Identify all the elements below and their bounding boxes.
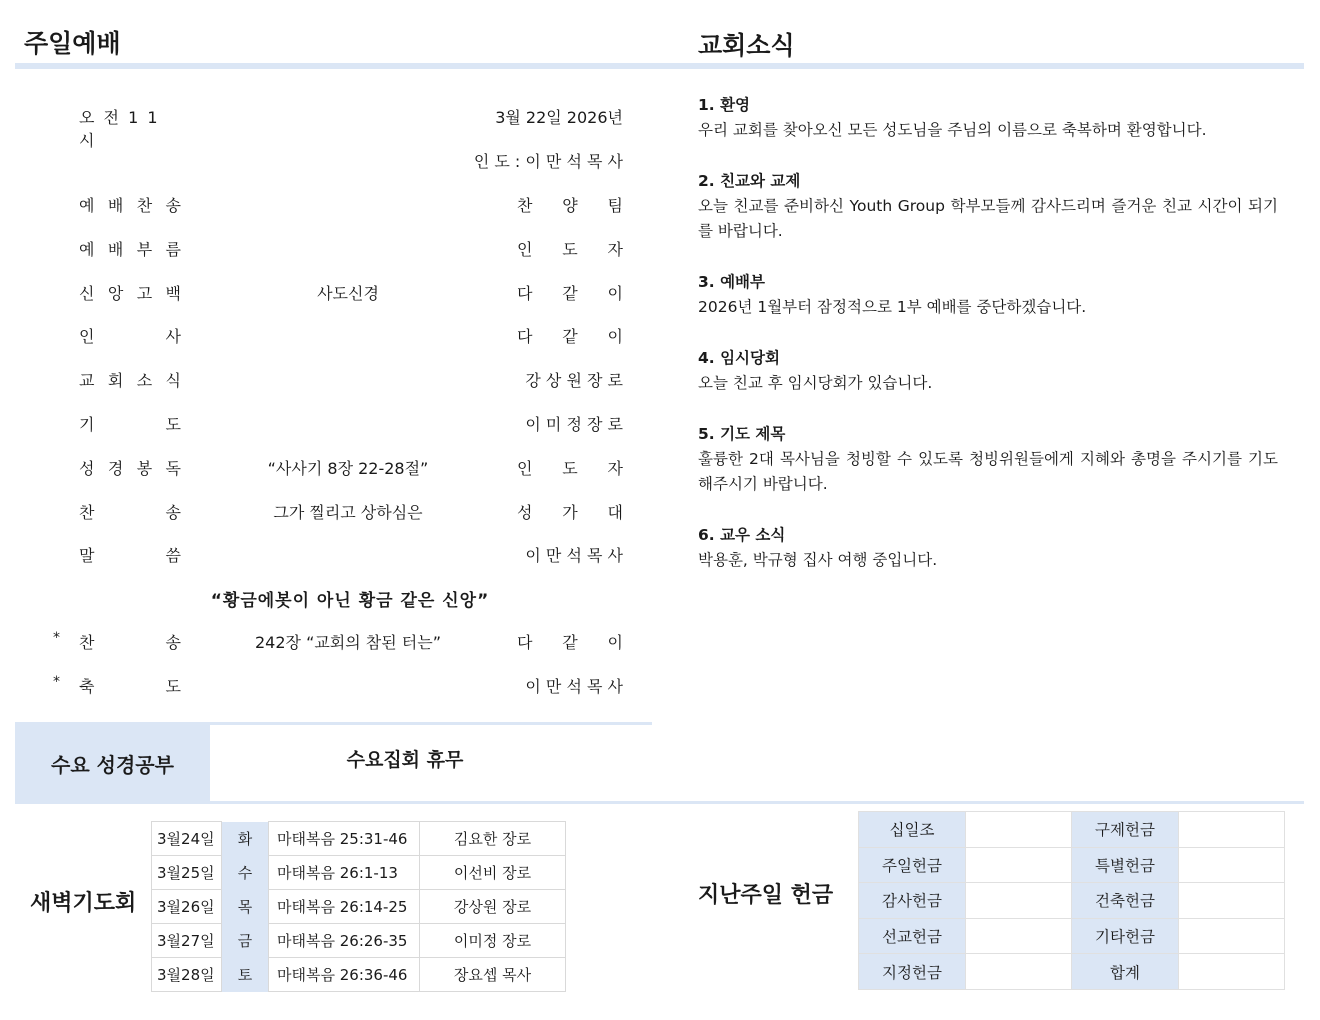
news-item-title: 6. 교우 소식 bbox=[698, 526, 786, 544]
order-label-char: 찬 bbox=[136, 196, 153, 215]
offering-label: 십일조 bbox=[859, 812, 966, 848]
order-label-char: 교 bbox=[79, 371, 95, 391]
order-label-char: 성 bbox=[79, 458, 95, 478]
order-label-char: 백 bbox=[165, 283, 181, 303]
news-item-body: 박용훈, 박규형 집사 여행 중입니다. bbox=[698, 551, 938, 569]
order-label-char: 예 bbox=[79, 196, 95, 215]
order-person bbox=[517, 500, 623, 523]
worship-time-row bbox=[0, 105, 660, 150]
news-item-title: 4. 임시당회 bbox=[698, 349, 780, 367]
worship-date: 3월 22일 2026년 bbox=[495, 108, 623, 127]
order-person-char: 다 bbox=[517, 633, 533, 652]
order-person-char: 다 bbox=[517, 327, 533, 347]
dawn-date: 3월24일 bbox=[152, 822, 222, 856]
order-label-char: 찬 bbox=[79, 633, 95, 652]
order-label-char: 신 bbox=[79, 283, 95, 303]
order-row bbox=[0, 368, 660, 392]
order-label-char: 씀 bbox=[165, 546, 181, 566]
news-item-title: 3. 예배부 bbox=[698, 273, 765, 291]
table-row bbox=[152, 822, 566, 856]
offering-amount bbox=[1179, 954, 1285, 990]
order-label bbox=[79, 456, 181, 479]
dawn-weekday: 금 bbox=[222, 924, 269, 958]
order-person bbox=[517, 281, 623, 304]
order-label bbox=[79, 674, 181, 697]
offering-label: 지정헌금 bbox=[859, 954, 966, 990]
news-item bbox=[698, 270, 1278, 320]
dawn-prayer-table bbox=[151, 821, 566, 992]
order-person-char: 대 bbox=[607, 502, 623, 522]
order-label-char: 름 bbox=[165, 239, 181, 259]
order-person-char: 이 bbox=[607, 283, 623, 303]
dawn-scripture: 마태복음 26:14-25 bbox=[269, 890, 420, 924]
order-person-char: 같 bbox=[562, 327, 578, 347]
order-person-char: 같 bbox=[562, 283, 578, 303]
dawn-weekday: 목 bbox=[222, 890, 269, 924]
offering-amount bbox=[966, 812, 1072, 848]
sermon-title: “황금에봇이 아닌 황금 같은 신앙” bbox=[210, 591, 490, 611]
table-row bbox=[152, 890, 566, 924]
order-label-char: 송 bbox=[165, 502, 181, 522]
news-item-title: 2. 친교와 교제 bbox=[698, 172, 801, 190]
order-star: * bbox=[53, 630, 60, 646]
order-label bbox=[79, 193, 181, 216]
table-row bbox=[859, 847, 1285, 883]
table-row bbox=[152, 924, 566, 958]
order-person: 강 상 원 장 로 bbox=[525, 371, 623, 391]
dawn-scripture: 마태복음 26:36-46 bbox=[269, 958, 420, 992]
worship-title: 주일예배 bbox=[24, 29, 121, 58]
order-person-char: 자 bbox=[607, 239, 623, 259]
order-item: “사사기 8장 22-28절” bbox=[267, 458, 429, 478]
top-divider bbox=[15, 63, 1304, 69]
offering-label: 구제헌금 bbox=[1072, 812, 1179, 848]
order-person-char: 자 bbox=[607, 458, 623, 478]
dawn-date: 3월28일 bbox=[152, 958, 222, 992]
order-label-char: 회 bbox=[107, 371, 124, 391]
order-row bbox=[0, 456, 660, 480]
order-row bbox=[0, 193, 660, 217]
order-row bbox=[0, 237, 660, 261]
order-row bbox=[0, 412, 660, 436]
offering-amount bbox=[1179, 883, 1285, 919]
news-item bbox=[698, 346, 1278, 396]
offering-table bbox=[858, 811, 1285, 990]
order-person: 이 만 석 목 사 bbox=[525, 676, 623, 696]
order-person bbox=[517, 630, 623, 653]
dawn-weekday: 화 bbox=[222, 822, 269, 856]
offering-label: 합계 bbox=[1072, 954, 1179, 990]
order-row bbox=[0, 674, 660, 698]
order-label-char: 도 bbox=[165, 676, 181, 696]
order-label-char: 말 bbox=[79, 546, 95, 566]
order-item: 그가 찔리고 상하심은 bbox=[273, 502, 423, 522]
dawn-leader: 이선비 장로 bbox=[420, 856, 566, 890]
order-label-char: 경 bbox=[107, 458, 124, 478]
offering-label: 기타헌금 bbox=[1072, 918, 1179, 954]
dawn-scripture: 마태복음 26:26-35 bbox=[269, 924, 420, 958]
order-label bbox=[79, 500, 181, 523]
order-person-char: 이 bbox=[607, 633, 623, 652]
wednesday-title: 수요 성경공부 bbox=[15, 725, 210, 802]
offering-amount bbox=[1179, 812, 1285, 848]
order-person-char: 도 bbox=[562, 239, 578, 259]
order-label bbox=[79, 368, 181, 391]
offering-amount bbox=[1179, 918, 1285, 954]
news-item-body: 훌륭한 2대 목사님을 청빙할 수 있도록 청빙위원들에게 지혜와 총명을 주시기를 기도해주시기 바랍니다. bbox=[698, 450, 1278, 493]
order-label-char: 소 bbox=[136, 371, 153, 391]
order-person-char: 다 bbox=[517, 283, 533, 303]
dawn-leader: 장요셉 목사 bbox=[420, 958, 566, 992]
news-item bbox=[698, 422, 1278, 497]
dawn-prayer-title: 새벽기도회 bbox=[30, 891, 137, 916]
order-row bbox=[0, 281, 660, 305]
order-label bbox=[79, 412, 181, 435]
order-label-char: 송 bbox=[165, 633, 181, 652]
order-person-char: 인 bbox=[517, 458, 533, 478]
order-row bbox=[0, 500, 660, 524]
order-person-char: 팀 bbox=[607, 196, 623, 215]
offering-amount bbox=[966, 954, 1072, 990]
worship-time: 오 전 1 1 시 bbox=[79, 108, 160, 150]
offering-amount bbox=[966, 883, 1072, 919]
worship-leader: 인 도 : 이 만 석 목 사 bbox=[473, 152, 623, 171]
dawn-weekday: 수 bbox=[222, 856, 269, 890]
order-row bbox=[0, 324, 660, 348]
order-label-char: 사 bbox=[165, 327, 181, 347]
table-row bbox=[859, 883, 1285, 919]
order-label-char: 앙 bbox=[107, 283, 124, 303]
order-label-char: 봉 bbox=[136, 458, 153, 478]
table-row bbox=[859, 812, 1285, 848]
news-title: 교회소식 bbox=[698, 31, 795, 60]
middle-divider bbox=[15, 801, 1304, 804]
order-label-char: 고 bbox=[136, 283, 153, 303]
order-label bbox=[79, 543, 181, 566]
order-label bbox=[79, 237, 181, 260]
order-person: 이 만 석 목 사 bbox=[525, 546, 623, 566]
order-label-char: 축 bbox=[79, 676, 95, 696]
news-item-body: 오늘 친교를 준비하신 Youth Group 학부모들께 감사드리며 즐거운 친교 시간이 되기를 바랍니다. bbox=[698, 197, 1278, 240]
offering-label: 선교헌금 bbox=[859, 918, 966, 954]
order-person-char: 이 bbox=[607, 327, 623, 347]
order-label-char: 예 bbox=[79, 239, 95, 259]
order-person bbox=[517, 193, 623, 216]
order-star: * bbox=[53, 673, 60, 690]
order-person bbox=[517, 456, 623, 479]
dawn-leader: 강상원 장로 bbox=[420, 890, 566, 924]
news-item-body: 오늘 친교 후 임시당회가 있습니다. bbox=[698, 374, 933, 392]
news-item-title: 1. 환영 bbox=[698, 96, 751, 114]
order-row bbox=[0, 543, 660, 567]
order-person-char: 도 bbox=[562, 458, 578, 478]
news-item-body: 우리 교회를 찾아오신 모든 성도님을 주님의 이름으로 축복하며 환영합니다. bbox=[698, 121, 1207, 139]
order-item: 242장 “교회의 참된 터는” bbox=[254, 633, 442, 652]
news-item bbox=[698, 93, 1278, 143]
order-person-char: 찬 bbox=[517, 196, 533, 215]
order-label-char: 부 bbox=[136, 239, 153, 259]
offering-label: 특별헌금 bbox=[1072, 847, 1179, 883]
news-item bbox=[698, 523, 1278, 573]
order-label-char: 배 bbox=[107, 239, 124, 259]
order-label-char: 도 bbox=[165, 415, 181, 434]
order-person: 이 미 정 장 로 bbox=[525, 415, 623, 434]
table-row bbox=[859, 918, 1285, 954]
order-label-char: 인 bbox=[79, 327, 95, 347]
order-label-char: 독 bbox=[165, 458, 181, 478]
order-person bbox=[517, 237, 623, 260]
table-row bbox=[859, 954, 1285, 990]
order-person-char: 같 bbox=[562, 633, 578, 652]
dawn-date: 3월27일 bbox=[152, 924, 222, 958]
order-person-char: 양 bbox=[562, 196, 578, 215]
offering-label: 주일헌금 bbox=[859, 847, 966, 883]
dawn-date: 3월26일 bbox=[152, 890, 222, 924]
offering-amount bbox=[966, 918, 1072, 954]
dawn-scripture: 마태복음 26:1-13 bbox=[269, 856, 420, 890]
order-label-char: 기 bbox=[79, 415, 95, 434]
order-label bbox=[79, 630, 181, 653]
order-row bbox=[0, 630, 660, 654]
order-label bbox=[79, 324, 181, 347]
church-news bbox=[698, 93, 1278, 599]
worship-leader-row bbox=[0, 149, 660, 173]
dawn-leader: 김요한 장로 bbox=[420, 822, 566, 856]
dawn-leader: 이미정 장로 bbox=[420, 924, 566, 958]
order-label-char: 찬 bbox=[79, 502, 95, 522]
offering-amount bbox=[966, 847, 1072, 883]
order-item: 사도신경 bbox=[317, 283, 379, 303]
order-label bbox=[79, 281, 181, 304]
table-row bbox=[152, 856, 566, 890]
order-label-char: 식 bbox=[165, 371, 181, 391]
news-item-title: 5. 기도 제목 bbox=[698, 425, 786, 443]
order-person bbox=[517, 324, 623, 347]
offering-title: 지난주일 헌금 bbox=[698, 883, 834, 908]
news-item-body: 2026년 1월부터 잠정적으로 1부 예배를 중단하겠습니다. bbox=[698, 298, 1087, 316]
offering-label: 감사헌금 bbox=[859, 883, 966, 919]
order-label-char: 배 bbox=[107, 196, 124, 215]
order-person-char: 인 bbox=[517, 239, 533, 259]
order-person-char: 성 bbox=[517, 502, 533, 522]
offering-amount bbox=[1179, 847, 1285, 883]
news-item bbox=[698, 169, 1278, 244]
table-row bbox=[152, 958, 566, 992]
order-person-char: 가 bbox=[562, 502, 578, 522]
dawn-scripture: 마태복음 25:31-46 bbox=[269, 822, 420, 856]
wednesday-text: 수요집회 휴무 bbox=[346, 749, 464, 771]
order-label-char: 송 bbox=[165, 196, 181, 215]
offering-label: 건축헌금 bbox=[1072, 883, 1179, 919]
dawn-date: 3월25일 bbox=[152, 856, 222, 890]
dawn-weekday: 토 bbox=[222, 958, 269, 992]
